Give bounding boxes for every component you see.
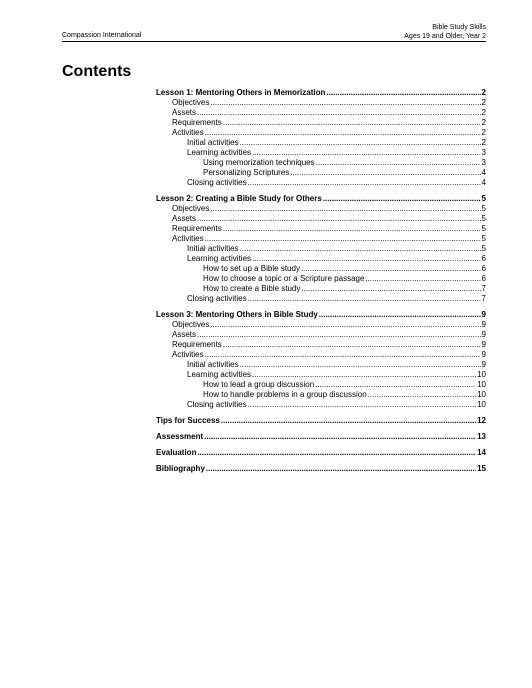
- toc-dot-leader: [223, 224, 481, 234]
- toc-dot-leader: [223, 340, 481, 350]
- toc-entry-page: 7: [481, 284, 486, 293]
- toc-entry-label: Closing activities: [187, 400, 247, 409]
- toc-entry-label: Objectives: [172, 320, 210, 329]
- toc-entry-label: Requirements: [172, 224, 222, 233]
- toc-entry[interactable]: [156, 400, 486, 410]
- toc-entry-label: Activities: [172, 128, 204, 137]
- toc-entry-page: 13: [477, 432, 486, 441]
- toc-entry-page: 10: [477, 370, 486, 379]
- toc-dot-leader: [365, 274, 480, 284]
- header-organization: Compassion International: [62, 32, 142, 39]
- table-of-contents: [156, 88, 486, 474]
- toc-entry-label: Lesson 2: Creating a Bible Study for Others: [156, 194, 322, 203]
- toc-dot-leader: [206, 464, 476, 474]
- toc-entry-label: Assets: [172, 214, 197, 223]
- toc-entry-page: 10: [477, 390, 486, 399]
- toc-entry-label: How to lead a group discussion: [203, 380, 315, 389]
- toc-entry-page: 5: [481, 214, 486, 223]
- header-course-title: Bible Study Skills: [432, 24, 486, 31]
- toc-entry-section[interactable]: [156, 416, 486, 426]
- toc-entry[interactable]: [156, 320, 486, 330]
- toc-entry-label: Using memorization techniques: [203, 158, 315, 167]
- toc-entry-page: 4: [481, 168, 486, 177]
- toc-entry[interactable]: [156, 204, 486, 214]
- toc-dot-leader: [197, 330, 481, 340]
- toc-entry-label: Initial activities: [187, 138, 239, 147]
- toc-entry[interactable]: [156, 138, 486, 148]
- toc-entry-page: 5: [481, 194, 486, 203]
- toc-entry-page: 3: [481, 148, 486, 157]
- toc-entry-label: Objectives: [172, 98, 210, 107]
- toc-dot-leader: [204, 432, 476, 442]
- toc-entry-label: How to set up a Bible study: [203, 264, 300, 273]
- toc-dot-leader: [301, 284, 480, 294]
- toc-entry-label: Assets: [172, 108, 197, 117]
- toc-entry[interactable]: [156, 108, 486, 118]
- toc-entry-label: Personalizing Scriptures: [203, 168, 290, 177]
- toc-entry-section[interactable]: [156, 432, 486, 442]
- toc-entry-section[interactable]: [156, 448, 486, 458]
- toc-dot-leader: [252, 370, 476, 380]
- toc-entry-page: 6: [481, 274, 486, 283]
- toc-entry-page: 9: [481, 350, 486, 359]
- toc-entry-section[interactable]: [156, 194, 486, 204]
- toc-dot-leader: [290, 168, 480, 178]
- toc-entry-page: 14: [477, 448, 486, 457]
- toc-entry[interactable]: [156, 158, 486, 168]
- toc-entry[interactable]: [156, 234, 486, 244]
- toc-entry-label: Lesson 1: Mentoring Others in Memorization: [156, 88, 326, 97]
- toc-entry[interactable]: [156, 390, 486, 400]
- toc-entry-page: 2: [481, 98, 486, 107]
- toc-entry-label: How to create a Bible study: [203, 284, 301, 293]
- toc-dot-leader: [197, 214, 481, 224]
- toc-dot-leader: [197, 108, 481, 118]
- toc-entry[interactable]: [156, 274, 486, 284]
- toc-entry-label: Lesson 3: Mentoring Others in Bible Study: [156, 310, 318, 319]
- toc-entry[interactable]: [156, 98, 486, 108]
- toc-dot-leader: [323, 194, 481, 204]
- toc-dot-leader: [197, 448, 476, 458]
- toc-entry[interactable]: [156, 224, 486, 234]
- toc-entry[interactable]: [156, 128, 486, 138]
- toc-entry-page: 6: [481, 264, 486, 273]
- toc-dot-leader: [205, 128, 481, 138]
- toc-entry[interactable]: [156, 330, 486, 340]
- toc-dot-leader: [252, 148, 481, 158]
- toc-entry-page: 2: [481, 128, 486, 137]
- toc-dot-leader: [248, 178, 481, 188]
- toc-entry[interactable]: [156, 148, 486, 158]
- toc-entry-page: 5: [481, 244, 486, 253]
- toc-entry-page: 5: [481, 224, 486, 233]
- toc-entry[interactable]: [156, 214, 486, 224]
- toc-dot-leader: [319, 310, 481, 320]
- toc-entry-page: 10: [477, 380, 486, 389]
- toc-dot-leader: [205, 234, 481, 244]
- header-course-info: [404, 23, 486, 41]
- toc-entry-page: 2: [481, 118, 486, 127]
- toc-entry-page: 4: [481, 178, 486, 187]
- toc-entry-label: Activities: [172, 350, 204, 359]
- toc-entry-page: 9: [481, 330, 486, 339]
- toc-entry[interactable]: [156, 380, 486, 390]
- toc-entry-page: 2: [481, 88, 486, 97]
- toc-dot-leader: [326, 88, 480, 98]
- toc-entry-page: 9: [481, 320, 486, 329]
- toc-entry-label: Initial activities: [187, 360, 239, 369]
- toc-dot-leader: [368, 390, 476, 400]
- toc-entry-label: Learning activities: [187, 148, 252, 157]
- toc-entry-page: 10: [477, 400, 486, 409]
- toc-dot-leader: [315, 380, 476, 390]
- toc-entry-label: Objectives: [172, 204, 210, 213]
- toc-entry-page: 12: [477, 416, 486, 425]
- toc-entry-label: Evaluation: [156, 448, 197, 457]
- toc-dot-leader: [301, 264, 481, 274]
- toc-dot-leader: [223, 118, 481, 128]
- toc-entry[interactable]: [156, 264, 486, 274]
- toc-entry-label: Closing activities: [187, 294, 247, 303]
- toc-entry-label: How to choose a topic or a Scripture passage: [203, 274, 365, 283]
- toc-entry[interactable]: [156, 168, 486, 178]
- toc-dot-leader: [252, 254, 481, 264]
- toc-dot-leader: [205, 350, 481, 360]
- toc-entry-page: 6: [481, 254, 486, 263]
- toc-entry-section[interactable]: [156, 464, 486, 474]
- toc-dot-leader: [316, 158, 481, 168]
- toc-entry-section[interactable]: [156, 88, 486, 98]
- toc-entry-label: Assessment: [156, 432, 204, 441]
- toc-entry-label: Learning activities: [187, 370, 252, 379]
- toc-entry-label: Assets: [172, 330, 197, 339]
- toc-dot-leader: [210, 98, 480, 108]
- toc-entry-label: Bibliography: [156, 464, 205, 473]
- toc-entry-label: Closing activities: [187, 178, 247, 187]
- toc-entry[interactable]: [156, 284, 486, 294]
- header-divider: [62, 41, 486, 42]
- toc-dot-leader: [240, 360, 481, 370]
- toc-entry-label: Activities: [172, 234, 204, 243]
- toc-entry-section[interactable]: [156, 310, 486, 320]
- toc-entry-label: Tips for Success: [156, 416, 220, 425]
- toc-dot-leader: [240, 138, 481, 148]
- page-title: Contents: [62, 63, 132, 80]
- toc-entry-page: 15: [477, 464, 486, 473]
- toc-entry[interactable]: [156, 178, 486, 188]
- toc-entry-page: 5: [481, 204, 486, 213]
- toc-entry-label: Requirements: [172, 118, 222, 127]
- toc-dot-leader: [248, 294, 481, 304]
- toc-entry[interactable]: [156, 118, 486, 128]
- toc-entry-page: 9: [481, 310, 486, 319]
- toc-entry[interactable]: [156, 254, 486, 264]
- toc-entry[interactable]: [156, 340, 486, 350]
- toc-entry-page: 5: [481, 234, 486, 243]
- toc-entry[interactable]: [156, 360, 486, 370]
- toc-entry-page: 3: [481, 158, 486, 167]
- toc-entry-page: 9: [481, 360, 486, 369]
- toc-entry-label: Learning activities: [187, 254, 252, 263]
- toc-entry-label: Requirements: [172, 340, 222, 349]
- toc-entry-label: Initial activities: [187, 244, 239, 253]
- toc-entry-page: 7: [481, 294, 486, 303]
- toc-entry[interactable]: [156, 244, 486, 254]
- toc-dot-leader: [210, 320, 480, 330]
- toc-dot-leader: [240, 244, 481, 254]
- toc-dot-leader: [248, 400, 477, 410]
- toc-entry-page: 9: [481, 340, 486, 349]
- toc-entry[interactable]: [156, 350, 486, 360]
- toc-entry-page: 2: [481, 108, 486, 117]
- header-course-audience: Ages 19 and Older, Year 2: [404, 33, 486, 40]
- toc-dot-leader: [210, 204, 480, 214]
- toc-entry[interactable]: [156, 370, 486, 380]
- toc-entry-label: How to handle problems in a group discussion: [203, 390, 367, 399]
- toc-entry-page: 2: [481, 138, 486, 147]
- toc-entry[interactable]: [156, 294, 486, 304]
- toc-dot-leader: [221, 416, 476, 426]
